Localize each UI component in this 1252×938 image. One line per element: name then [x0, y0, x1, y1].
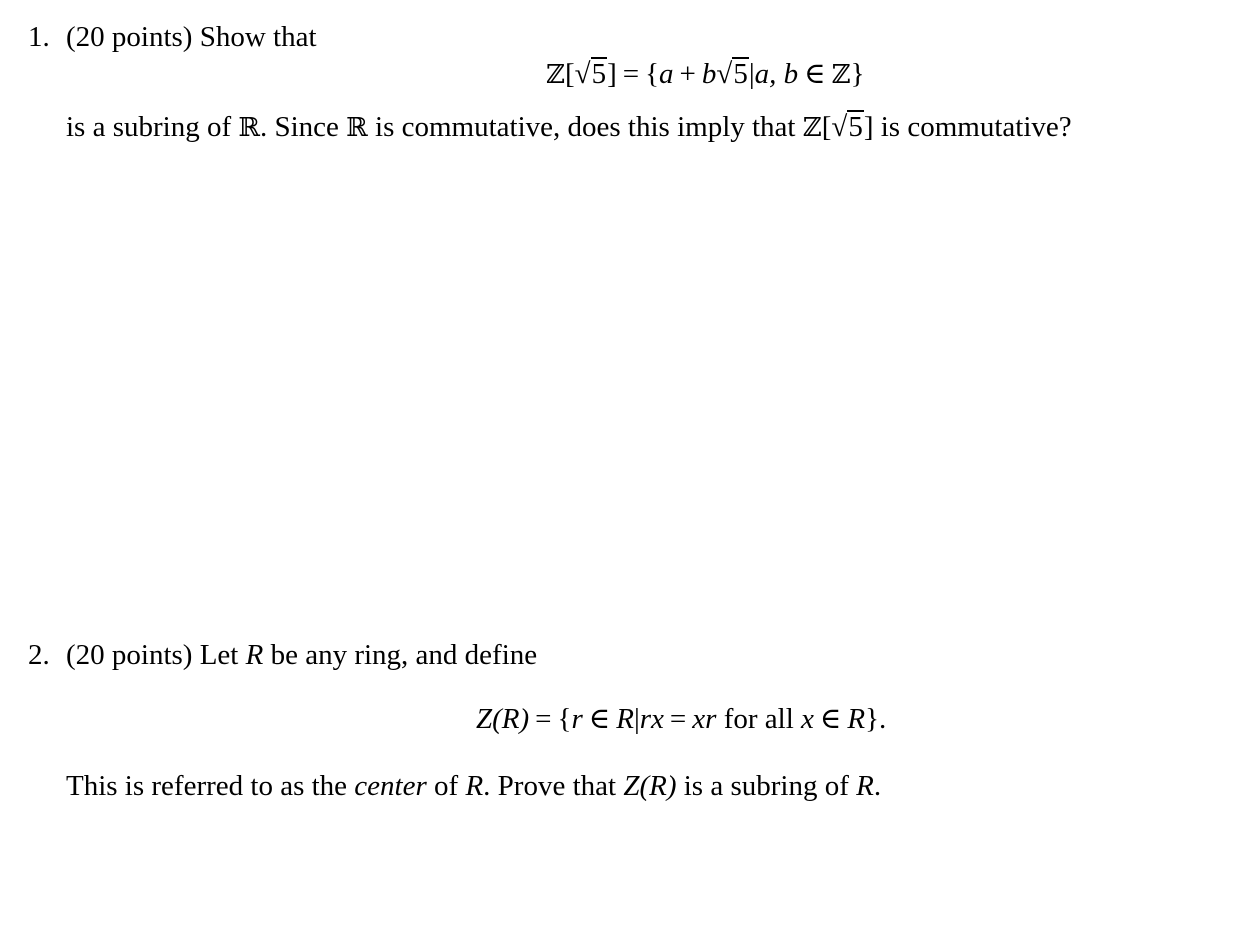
eq2-rx: rx	[639, 703, 664, 735]
problem-2-points: (20 points)	[66, 639, 193, 671]
problem-2-intro-text2: be any ring, and define	[263, 639, 538, 671]
eq1-sqrt-arg: 5	[591, 58, 607, 90]
eq2-in-2: ∈	[819, 703, 842, 735]
p2-body-text1: This is referred to as the	[66, 770, 355, 802]
eq1-set-close: }	[850, 58, 865, 90]
problem-2-intro-text1: Let	[199, 639, 246, 671]
eq2-xr: xr	[692, 703, 717, 735]
eq1-equals: =	[622, 58, 640, 90]
eq1-bar: |	[748, 58, 755, 90]
problem-1-points: (20 points)	[66, 21, 193, 53]
problem-2-body	[66, 769, 881, 804]
eq1-bracket-close: ]	[607, 58, 617, 90]
eq2-equals-2: =	[669, 703, 687, 735]
problem-1-equation	[546, 57, 865, 92]
eq2-r: r	[571, 703, 583, 735]
p1-reals-symbol-2: ℝ	[346, 113, 368, 143]
eq1-sqrt-arg-2: 5	[733, 58, 748, 90]
p2-var-R-1: R	[465, 770, 484, 802]
eq2-set-open: {	[557, 703, 572, 735]
p1-bracket-open: [	[821, 111, 832, 143]
p1-sqrt-arg: 5	[848, 111, 863, 143]
problem-2-intro-var: R	[245, 639, 264, 671]
p2-ZR: Z(R)	[623, 770, 677, 802]
eq2-set-close: }.	[865, 703, 887, 735]
p1-body-text4: is commutative?	[873, 111, 1072, 143]
p1-bracket-close: ]	[863, 111, 874, 143]
eq1-var-a: a	[659, 58, 674, 90]
p2-var-R-2: R	[856, 770, 874, 802]
eq1-bracket-open: [	[564, 58, 575, 90]
eq1-vars-ab: a, b	[754, 58, 799, 90]
eq2-bar: |	[633, 703, 640, 735]
eq2-lhs: Z(R)	[476, 703, 530, 735]
eq2-in-1: ∈	[588, 703, 611, 735]
p1-body-text2: . Since	[259, 111, 347, 143]
problem-1-body	[66, 110, 1072, 145]
eq1-sqrt: √5	[574, 58, 607, 90]
eq1-in: ∈	[804, 58, 826, 90]
eq2-x: x	[801, 703, 814, 735]
eq1-integers-symbol: ℤ	[546, 60, 565, 90]
eq1-var-b: b	[701, 58, 717, 90]
eq1-sqrt-2: √5	[716, 58, 748, 90]
p1-reals-symbol-1: ℝ	[238, 113, 260, 143]
eq1-ring: ℤ	[831, 60, 851, 90]
p1-integers-symbol: ℤ	[802, 113, 822, 143]
problem-1-header	[28, 20, 317, 55]
eq2-equals: =	[535, 703, 552, 735]
eq1-set-open: {	[645, 58, 660, 90]
problem-2-number: 2.	[28, 639, 50, 671]
p1-body-text3: is commutative, does this imply that	[367, 111, 803, 143]
p2-body-text4: is a subring of	[676, 770, 857, 802]
problem-1-intro: Show that	[199, 21, 317, 53]
eq2-for-all: for all	[723, 703, 794, 735]
p2-body-text3: . Prove that	[483, 770, 624, 802]
problem-1-number: 1.	[28, 21, 50, 53]
eq2-R-1: R	[616, 703, 634, 735]
p1-sqrt: √5	[831, 111, 863, 143]
p2-emph-center: center	[354, 770, 427, 802]
p1-body-text1: is a subring of	[66, 111, 239, 143]
p2-body-text5: .	[873, 770, 882, 802]
problem-2-header	[28, 638, 537, 673]
problem-2-equation	[476, 702, 886, 737]
p2-body-text2: of	[426, 770, 466, 802]
eq2-R-2: R	[847, 703, 866, 735]
eq1-plus: +	[679, 58, 696, 90]
